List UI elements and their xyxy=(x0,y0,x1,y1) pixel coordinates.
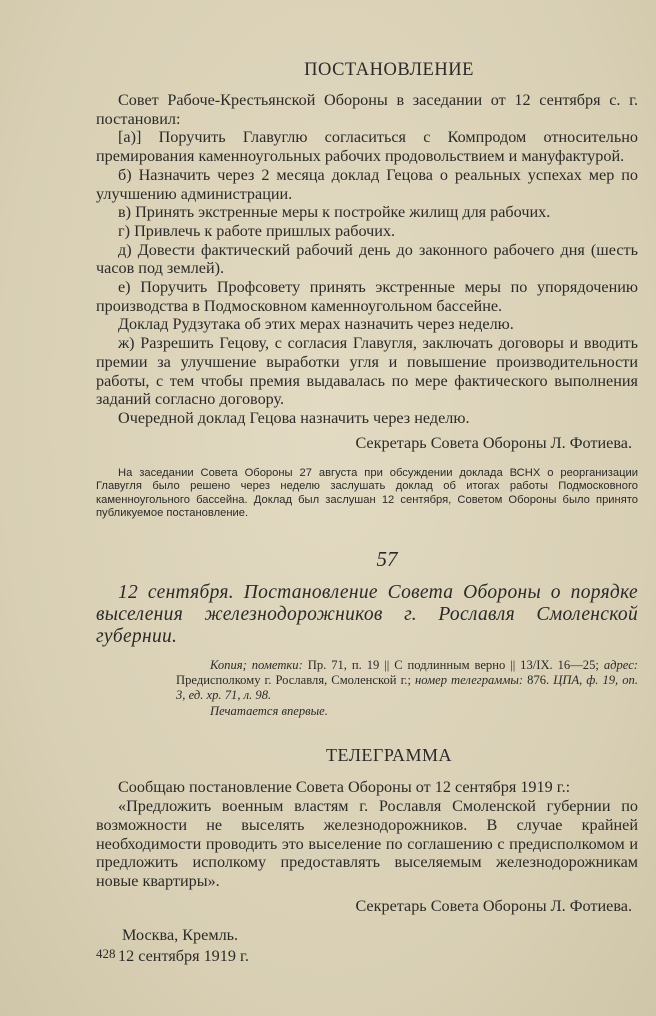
resolution-item-v: в) Принять экстренные меры к постройке жилищ для рабочих. xyxy=(118,203,551,222)
resolution-item-next-report: Очередной доклад Гецова назначить через неделю. xyxy=(118,408,470,427)
telegram-paragraph-2: «Предложить военным властям г. Рославля Смоленской губернии по возможности не выселять железнодорожников. В случае крайней необходимости проводить это выселение по соглашению с предисполкомом и предложить исполкому предоставлять выселяемым железнодорожникам новые квартиры». xyxy=(96,797,638,890)
telegram-body xyxy=(96,778,638,890)
resolution-item-e: е) Поручить Профсовету принять экстренные меры по упорядочению производства в Подмосковном каменноугольном бассейне. xyxy=(96,278,638,315)
resolution-item-g: г) Привлечь к работе пришлых рабочих. xyxy=(118,221,396,240)
resolution-item-e-report: Доклад Рудзутака об этих мерах назначить через неделю. xyxy=(118,315,514,334)
resolution-body xyxy=(96,91,638,428)
resolution-item-zh: ж) Разрешить Гецову, с согласия Главугля, заключать договоры и вводить премии за улучшение выработки угля и повышение производительности работы, с тем чтобы премия выдавалась по мере фактического выполнения заданий согласно договору. xyxy=(96,334,638,409)
source-number-label: номер телеграммы: xyxy=(415,672,524,687)
first-published-note: Печатается впервые. xyxy=(210,704,328,719)
source-number: 876. xyxy=(523,672,554,687)
resolution-item-d: д) Довести фактический рабочий день до законного рабочего дня (шесть часов под землей). xyxy=(96,240,638,278)
telegram-date: 12 сентября 1919 г. xyxy=(118,946,249,965)
page-number: 428 xyxy=(96,946,116,961)
source-address-label: адрес: xyxy=(603,658,638,673)
resolution-heading: ПОСТАНОВЛЕНИЕ xyxy=(304,60,474,80)
source-archive: ЦПА, ф. 19, оп. 3, ед. хр. 71, л. 98. xyxy=(176,672,638,702)
telegram-signature: Секретарь Совета Обороны Л. Фотиева. xyxy=(355,896,632,915)
resolution-item-a: [а)] Поручить Главуглю согласиться с Компродом относительно премирования каменноугольных рабочих продовольствием и мануфактурой. xyxy=(96,128,638,166)
telegram-heading: ТЕЛЕГРАММА xyxy=(325,745,453,766)
resolution-item-b: б) Назначить через 2 месяца доклад Гецова о реальных успехах мер по улучшению администрации. xyxy=(96,165,638,203)
source-reference xyxy=(96,658,638,702)
editorial-note: На заседании Совета Обороны 27 августа при обсуждении доклада ВСНХ о реорганизации Главугля было решено через неделю заслушать доклад об итогах работы Подмосковного каменноугольного бассейна. Доклад был заслушан 12 сентября, Советом Обороны было принято публикуемое постановление. xyxy=(96,466,638,520)
source-marks: Пр. 71, п. 19 || С подлинным верно || 13/IX. 16—25; xyxy=(302,658,604,673)
resolution-intro: Совет Рабоче-Крестьянской Обороны в заседании от 12 сентября с. г. постановил: xyxy=(96,91,638,128)
telegram-place: Москва, Кремль. xyxy=(122,925,239,944)
document-number: 57 xyxy=(376,547,398,572)
source-copy-label: Копия; пометки: xyxy=(210,658,303,673)
resolution-signature: Секретарь Совета Обороны Л. Фотиева. xyxy=(355,433,632,452)
telegram-paragraph-1: Сообщаю постановление Совета Обороны от 12 сентября 1919 г.: xyxy=(118,778,571,797)
source-address: Предисполкому г. Рославля, Смоленской г.; xyxy=(176,672,415,687)
document-title: 12 сентября. Постановление Совета Обороны о порядке выселения железнодорожников г. Рославля Смоленской губернии. xyxy=(96,582,638,648)
